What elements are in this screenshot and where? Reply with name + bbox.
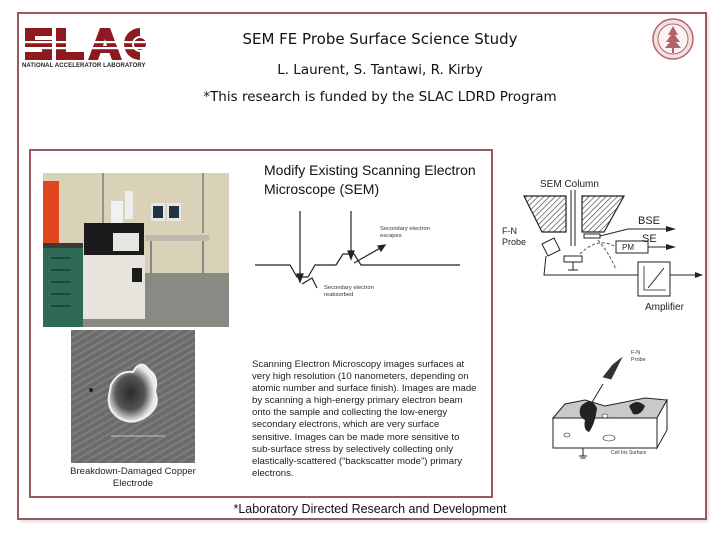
cell-iris-surface-label: Cell Iris Surface	[611, 450, 647, 456]
surface-probe-label: F-N	[631, 350, 641, 356]
sem-column-label: SEM Column	[540, 179, 599, 190]
sem-copper-electrode-image	[71, 330, 195, 463]
svg-text:escapes: escapes	[380, 233, 402, 239]
sem-column-schematic	[498, 174, 710, 322]
page-title: SEM FE Probe Surface Science Study	[242, 30, 518, 48]
pm-label: PM	[622, 243, 634, 252]
sem-lab-photo	[43, 173, 229, 327]
svg-text:Probe: Probe	[631, 357, 646, 363]
slac-subtitle: NATIONAL ACCELERATOR LABORATORY	[22, 63, 146, 69]
svg-text:reabsorbed: reabsorbed	[324, 292, 354, 298]
footnote: *Laboratory Directed Research and Development	[233, 502, 507, 516]
bse-label: BSE	[638, 215, 661, 227]
stanford-seal-icon	[652, 18, 694, 60]
fn-probe-label: F-N	[502, 226, 517, 236]
se-label: SE	[642, 233, 657, 245]
sem-description: Scanning Electron Microscopy images surfaces at very high resolution (10 nanometers, depending on atomic number and surface finish). Images are made by scanning a high-energy primary electron beam onto the sample and collecting the low-energy secondary electrons, which are very surface sensitive. Images can be made more sensitive to sub-surface stress by selectively collecting only elastically-scattered (“backscatter mode”) primary electrons.	[252, 359, 477, 479]
svg-text:Probe: Probe	[502, 237, 527, 247]
section-heading: Modify Existing Scanning Electron Microscope (SEM)	[264, 162, 476, 197]
secondary-electron-diagram	[250, 208, 475, 308]
label-escapes: Secondary electron	[380, 226, 430, 232]
probe-surface-diagram	[545, 336, 695, 461]
funding-note: *This research is funded by the SLAC LDRD Program	[203, 89, 557, 105]
amplifier-label: Amplifier	[645, 302, 684, 313]
sem-image-caption: Breakdown-Damaged Copper Electrode	[70, 466, 196, 489]
label-reabsorbed: Secondary electron	[324, 285, 374, 291]
authors: L. Laurent, S. Tantawi, R. Kirby	[277, 62, 483, 78]
